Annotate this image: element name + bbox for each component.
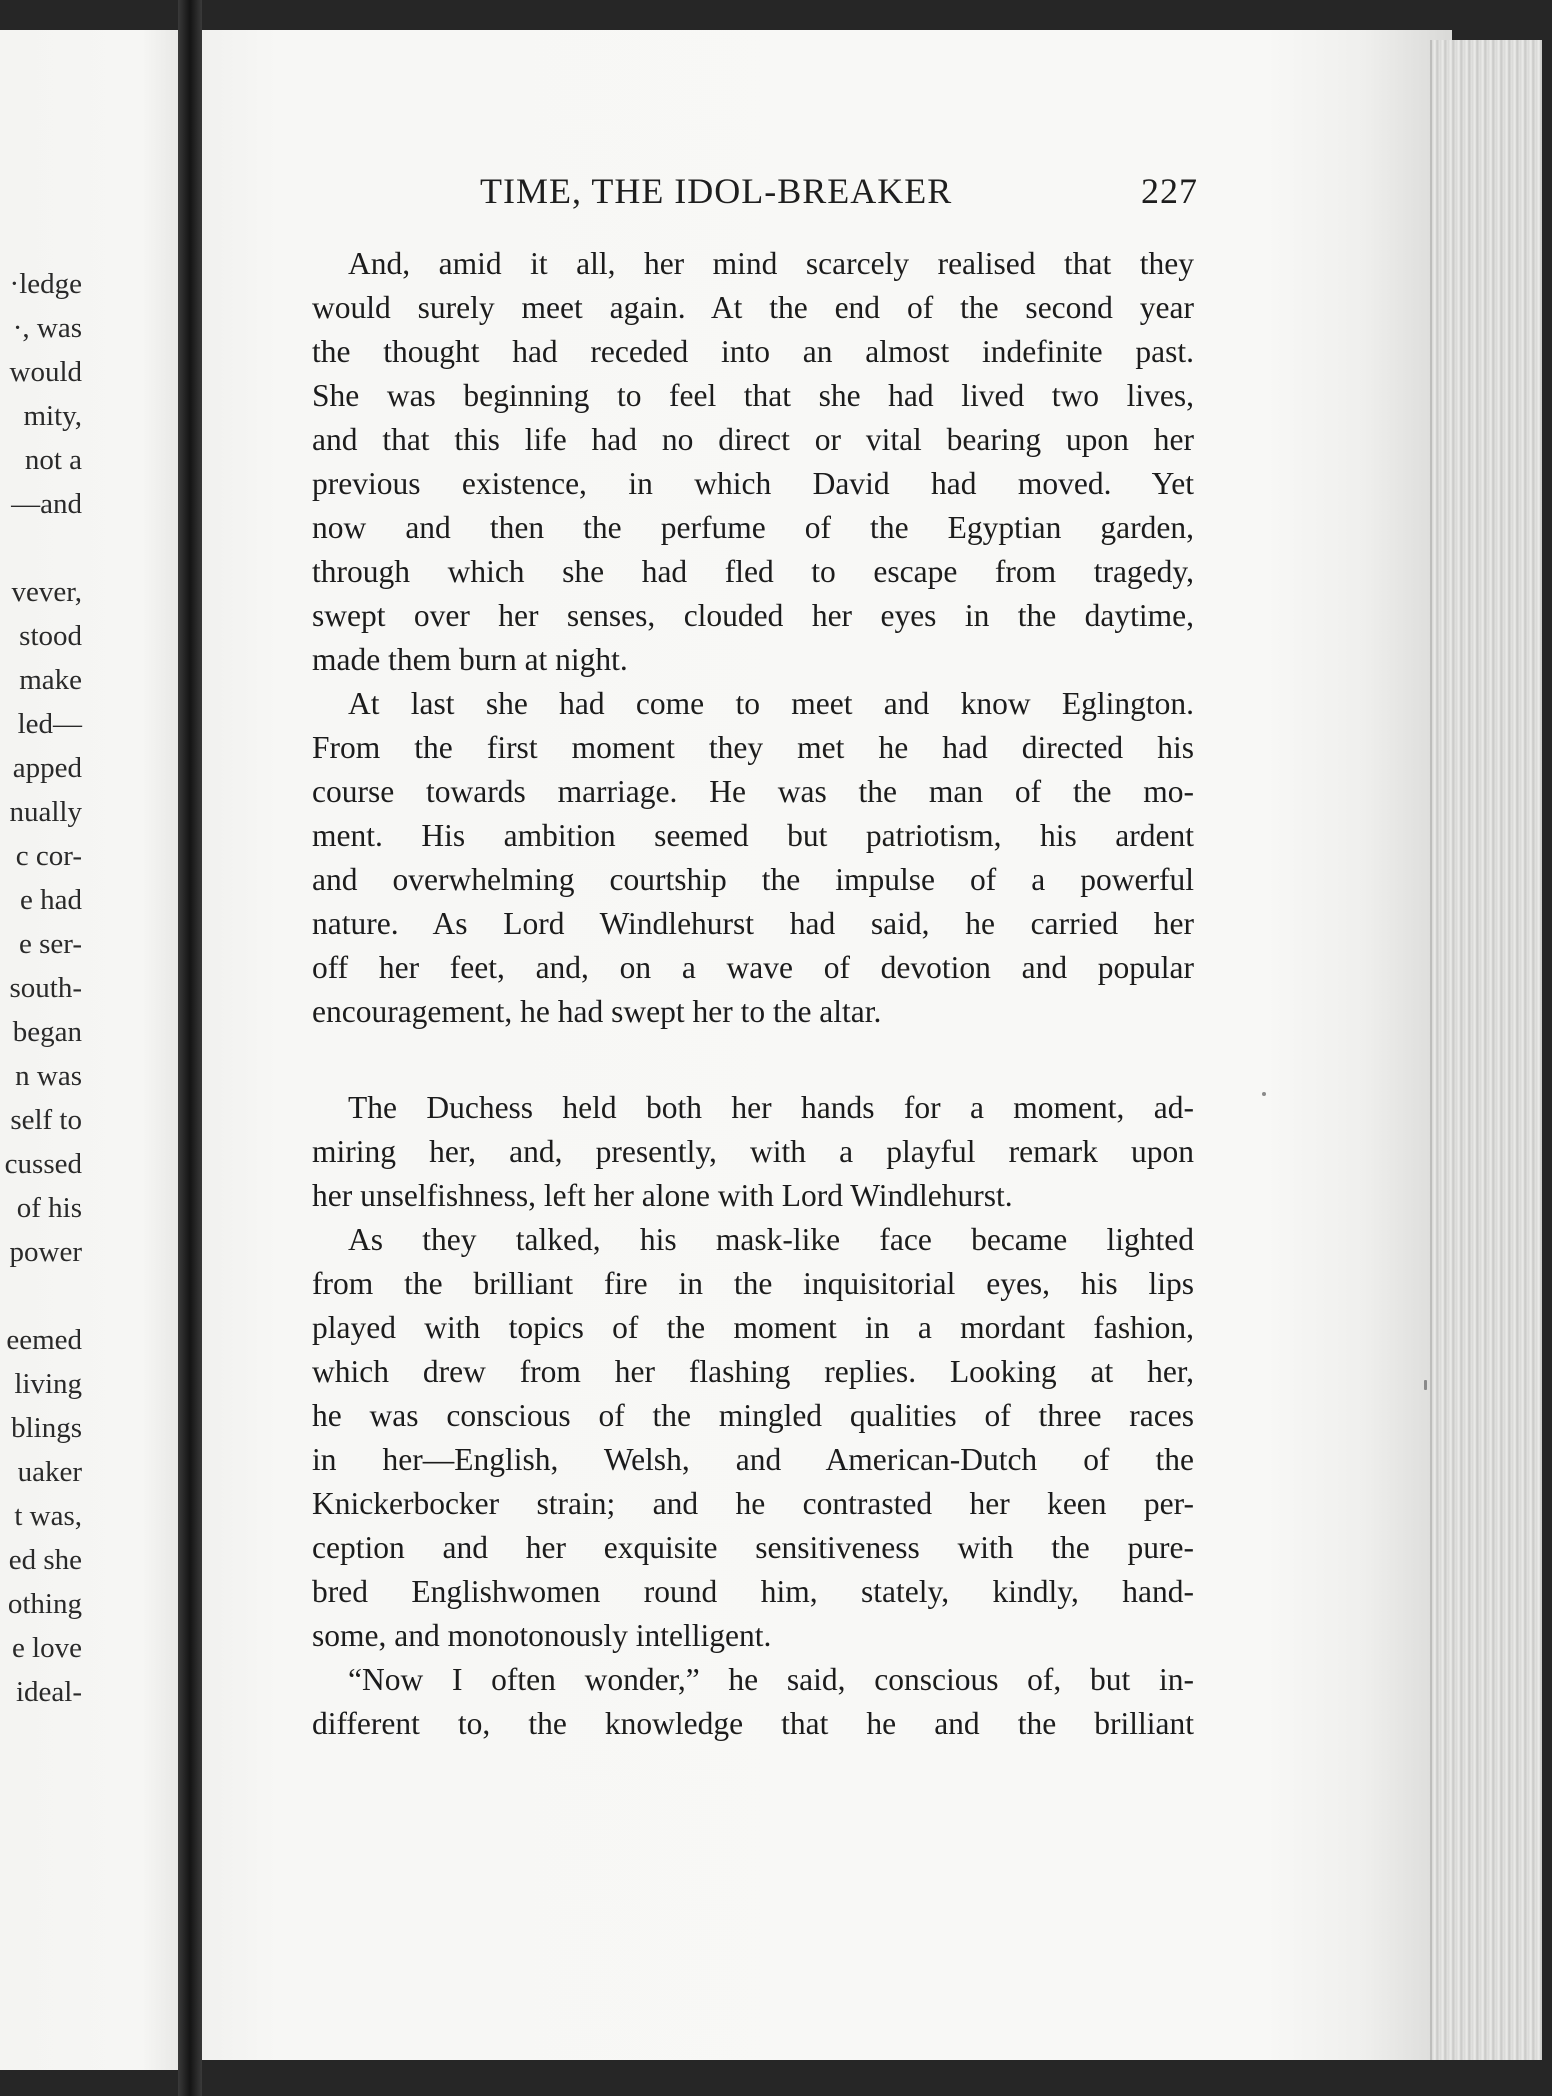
running-head <box>480 162 1210 216</box>
fragment-line: ed she <box>8 1544 82 1576</box>
text-line: ception and her exquisite sensitiveness with the pure- <box>312 1530 1194 1565</box>
fragment-line: ideal- <box>15 1676 82 1708</box>
paragraph <box>312 1218 1194 1658</box>
paragraph <box>312 682 1194 1034</box>
paragraph <box>312 1658 1194 1746</box>
text-line: At last she had come to meet and know Eglington. <box>348 686 1194 721</box>
text-line: in her—English, Welsh, and American-Dutch of the <box>312 1442 1194 1477</box>
fragment-line: e ser- <box>18 928 82 960</box>
text-line: She was beginning to feel that she had lived two lives, <box>312 378 1194 413</box>
text-line: and that this life had no direct or vital bearing upon her <box>312 422 1194 457</box>
fragment-line: othing <box>7 1588 82 1620</box>
fragment-line: e had <box>20 884 82 916</box>
page-body <box>312 242 1194 1746</box>
page-number: 227 <box>1141 171 1198 211</box>
fragment-line: cussed <box>4 1148 82 1180</box>
text-line: miring her, and, presently, with a playful remark upon <box>312 1134 1194 1169</box>
text-line: From the first moment they met he had directed his <box>312 730 1194 765</box>
text-line: through which she had fled to escape from tragedy, <box>312 554 1194 589</box>
text-line: Knickerbocker strain; and he contrasted her keen per- <box>312 1486 1194 1521</box>
text-line: off her feet, and, on a wave of devotion and popular <box>312 950 1194 985</box>
fragment-line: make <box>19 664 82 696</box>
fragment-gap <box>5 1274 82 1318</box>
scan-speck <box>1262 1092 1266 1096</box>
fragment-line: vever, <box>11 576 82 608</box>
text-line: swept over her senses, clouded her eyes in the daytime, <box>312 598 1194 633</box>
previous-page-text <box>5 262 82 1714</box>
text-line: previous existence, in which David had moved. Yet <box>312 466 1194 501</box>
text-line: her unselfishness, left her alone with Lord Windlehurst. <box>312 1178 1013 1213</box>
text-line: bred Englishwomen round him, stately, kindly, hand- <box>312 1574 1194 1609</box>
fragment-line: stood <box>19 620 82 652</box>
text-line: “Now I often wonder,” he said, conscious of, but in- <box>348 1662 1194 1697</box>
fragment-line: would <box>9 356 82 388</box>
text-line: made them burn at night. <box>312 642 628 677</box>
running-head-title: TIME, THE IDOL-BREAKER <box>480 171 953 211</box>
fragment-line: apped <box>12 752 82 784</box>
page-edges <box>1430 40 1542 2060</box>
fragment-line: south- <box>9 972 82 1004</box>
fragment-line: led— <box>17 708 82 740</box>
fragment-line: ·ledge <box>9 268 82 300</box>
text-line: and overwhelming courtship the impulse of a powerful <box>312 862 1194 897</box>
fragment-line: nually <box>9 796 82 828</box>
fragment-line: uaker <box>17 1456 82 1488</box>
fragment-line: e love <box>11 1632 82 1664</box>
fragment-line: ·, was <box>12 312 82 344</box>
text-line: different to, the knowledge that he and the brilliant <box>312 1706 1194 1741</box>
book-gutter <box>178 0 202 2096</box>
fragment-line: c cor- <box>15 840 82 872</box>
section-break <box>312 1034 1194 1086</box>
text-line: The Duchess held both her hands for a moment, ad- <box>348 1090 1194 1125</box>
fragment-line: —and <box>11 488 82 520</box>
fragment-line: power <box>9 1236 82 1268</box>
paragraph <box>312 242 1194 682</box>
text-line: played with topics of the moment in a mordant fashion, <box>312 1310 1194 1345</box>
fragment-line: began <box>12 1016 82 1048</box>
fragment-line: n was <box>15 1060 82 1092</box>
paragraph <box>312 1086 1194 1218</box>
text-line: which drew from her flashing replies. Looking at her, <box>312 1354 1194 1389</box>
scan-speck <box>1424 1380 1427 1390</box>
text-line: some, and monotonously intelligent. <box>312 1618 772 1653</box>
text-line: ment. His ambition seemed but patriotism, his ardent <box>312 818 1194 853</box>
fragment-line: eemed <box>6 1324 82 1356</box>
text-line: And, amid it all, her mind scarcely realised that they <box>348 246 1194 281</box>
fragment-line: blings <box>11 1412 82 1444</box>
fragment-line: t was, <box>14 1500 82 1532</box>
previous-page-fragment <box>0 30 178 2070</box>
fragment-line: self to <box>10 1104 82 1136</box>
text-line: he was conscious of the mingled qualities of three races <box>312 1398 1194 1433</box>
fragment-line: mity, <box>23 400 82 432</box>
text-line: from the brilliant fire in the inquisitorial eyes, his lips <box>312 1266 1194 1301</box>
fragment-line: not a <box>24 444 82 476</box>
fragment-line: of his <box>16 1192 82 1224</box>
text-line: As they talked, his mask-like face became lighted <box>348 1222 1194 1257</box>
text-line: encouragement, he had swept her to the altar. <box>312 994 882 1029</box>
text-line: course towards marriage. He was the man of the mo- <box>312 774 1194 809</box>
text-line: now and then the perfume of the Egyptian garden, <box>312 510 1194 545</box>
fragment-gap <box>5 526 82 570</box>
fragment-line: living <box>14 1368 82 1400</box>
text-line: nature. As Lord Windlehurst had said, he carried her <box>312 906 1194 941</box>
text-line: the thought had receded into an almost indefinite past. <box>312 334 1194 369</box>
text-line: would surely meet again. At the end of the second year <box>312 290 1194 325</box>
